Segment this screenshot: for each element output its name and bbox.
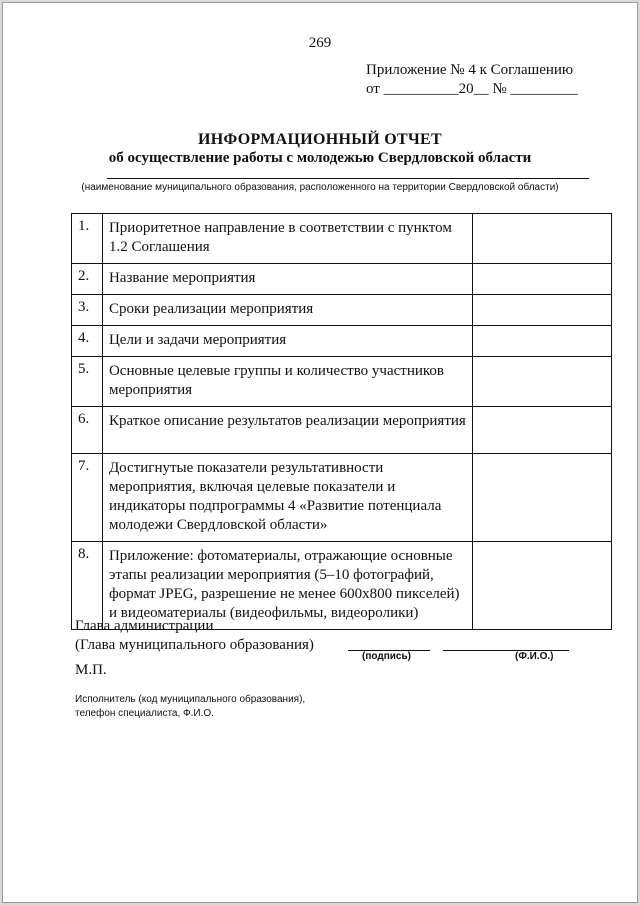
document-page <box>2 2 638 903</box>
annex-title: Приложение № 4 к Соглашению <box>366 62 574 78</box>
table-row <box>72 407 612 454</box>
row-item: Краткое описание результатов реализации мероприятия <box>102 407 472 454</box>
head-subtitle: (Глава муниципального образования) <box>75 637 314 653</box>
page-number: 269 <box>308 35 332 51</box>
report-title <box>3 131 637 167</box>
row-value-cell <box>473 542 612 630</box>
report-title-sub: об осуществление работы с молодежью Свердловской области <box>108 150 532 166</box>
performer-line2: телефон специалиста, Ф.И.О. <box>75 708 214 719</box>
row-value-cell <box>473 454 612 542</box>
row-value-cell <box>473 357 612 407</box>
row-item: Основные целевые группы и количество участников мероприятия <box>102 357 472 407</box>
row-item: Название мероприятия <box>102 264 472 295</box>
row-number: 2. <box>72 264 103 295</box>
head-of-administration <box>75 617 314 655</box>
head-title: Глава администрации <box>75 618 214 634</box>
row-number: 1. <box>72 214 103 264</box>
table-row <box>72 264 612 295</box>
row-number: 8. <box>72 542 103 630</box>
annex-header <box>366 61 578 99</box>
stamp-place: М.П. <box>75 662 107 678</box>
row-number: 7. <box>72 454 103 542</box>
municipality-caption: (наименование муниципального образования, расположенного на территории Свердловской области) <box>81 182 559 193</box>
row-value-cell <box>473 264 612 295</box>
signature-caption: (подпись) <box>362 651 411 662</box>
row-item: Сроки реализации мероприятия <box>102 295 472 326</box>
row-number: 4. <box>72 326 103 357</box>
report-table <box>71 213 612 630</box>
table-row <box>72 357 612 407</box>
row-number: 5. <box>72 357 103 407</box>
row-item: Приложение: фотоматериалы, отражающие основные этапы реализации мероприятия (5–10 фотографий, формат JPEG, разрешение не менее 600x800 пикселей) и видеоматериалы (видеофильмы, видеоролики) <box>102 542 472 630</box>
annex-date-number: от __________20__ № _________ <box>366 81 578 97</box>
name-caption: (Ф.И.О.) <box>515 651 554 662</box>
performer-info <box>75 693 305 721</box>
row-item: Приоритетное направление в соответствии с пунктом 1.2 Соглашения <box>102 214 472 264</box>
row-item: Цели и задачи мероприятия <box>102 326 472 357</box>
table-row <box>72 214 612 264</box>
row-value-cell <box>473 326 612 357</box>
row-value-cell <box>473 407 612 454</box>
report-title-main: ИНФОРМАЦИОННЫЙ ОТЧЕТ <box>198 131 442 148</box>
row-value-cell <box>473 214 612 264</box>
row-number: 6. <box>72 407 103 454</box>
table-row <box>72 295 612 326</box>
municipality-blank-line <box>107 178 589 179</box>
row-item: Достигнутые показатели результативности мероприятия, включая целевые показатели и индикаторы подпрограммы 4 «Развитие потенциала молодежи Свердловской области» <box>102 454 472 542</box>
row-number: 3. <box>72 295 103 326</box>
table-row <box>72 454 612 542</box>
performer-line1: Исполнитель (код муниципального образования), <box>75 694 306 705</box>
table-row <box>72 326 612 357</box>
row-value-cell <box>473 295 612 326</box>
